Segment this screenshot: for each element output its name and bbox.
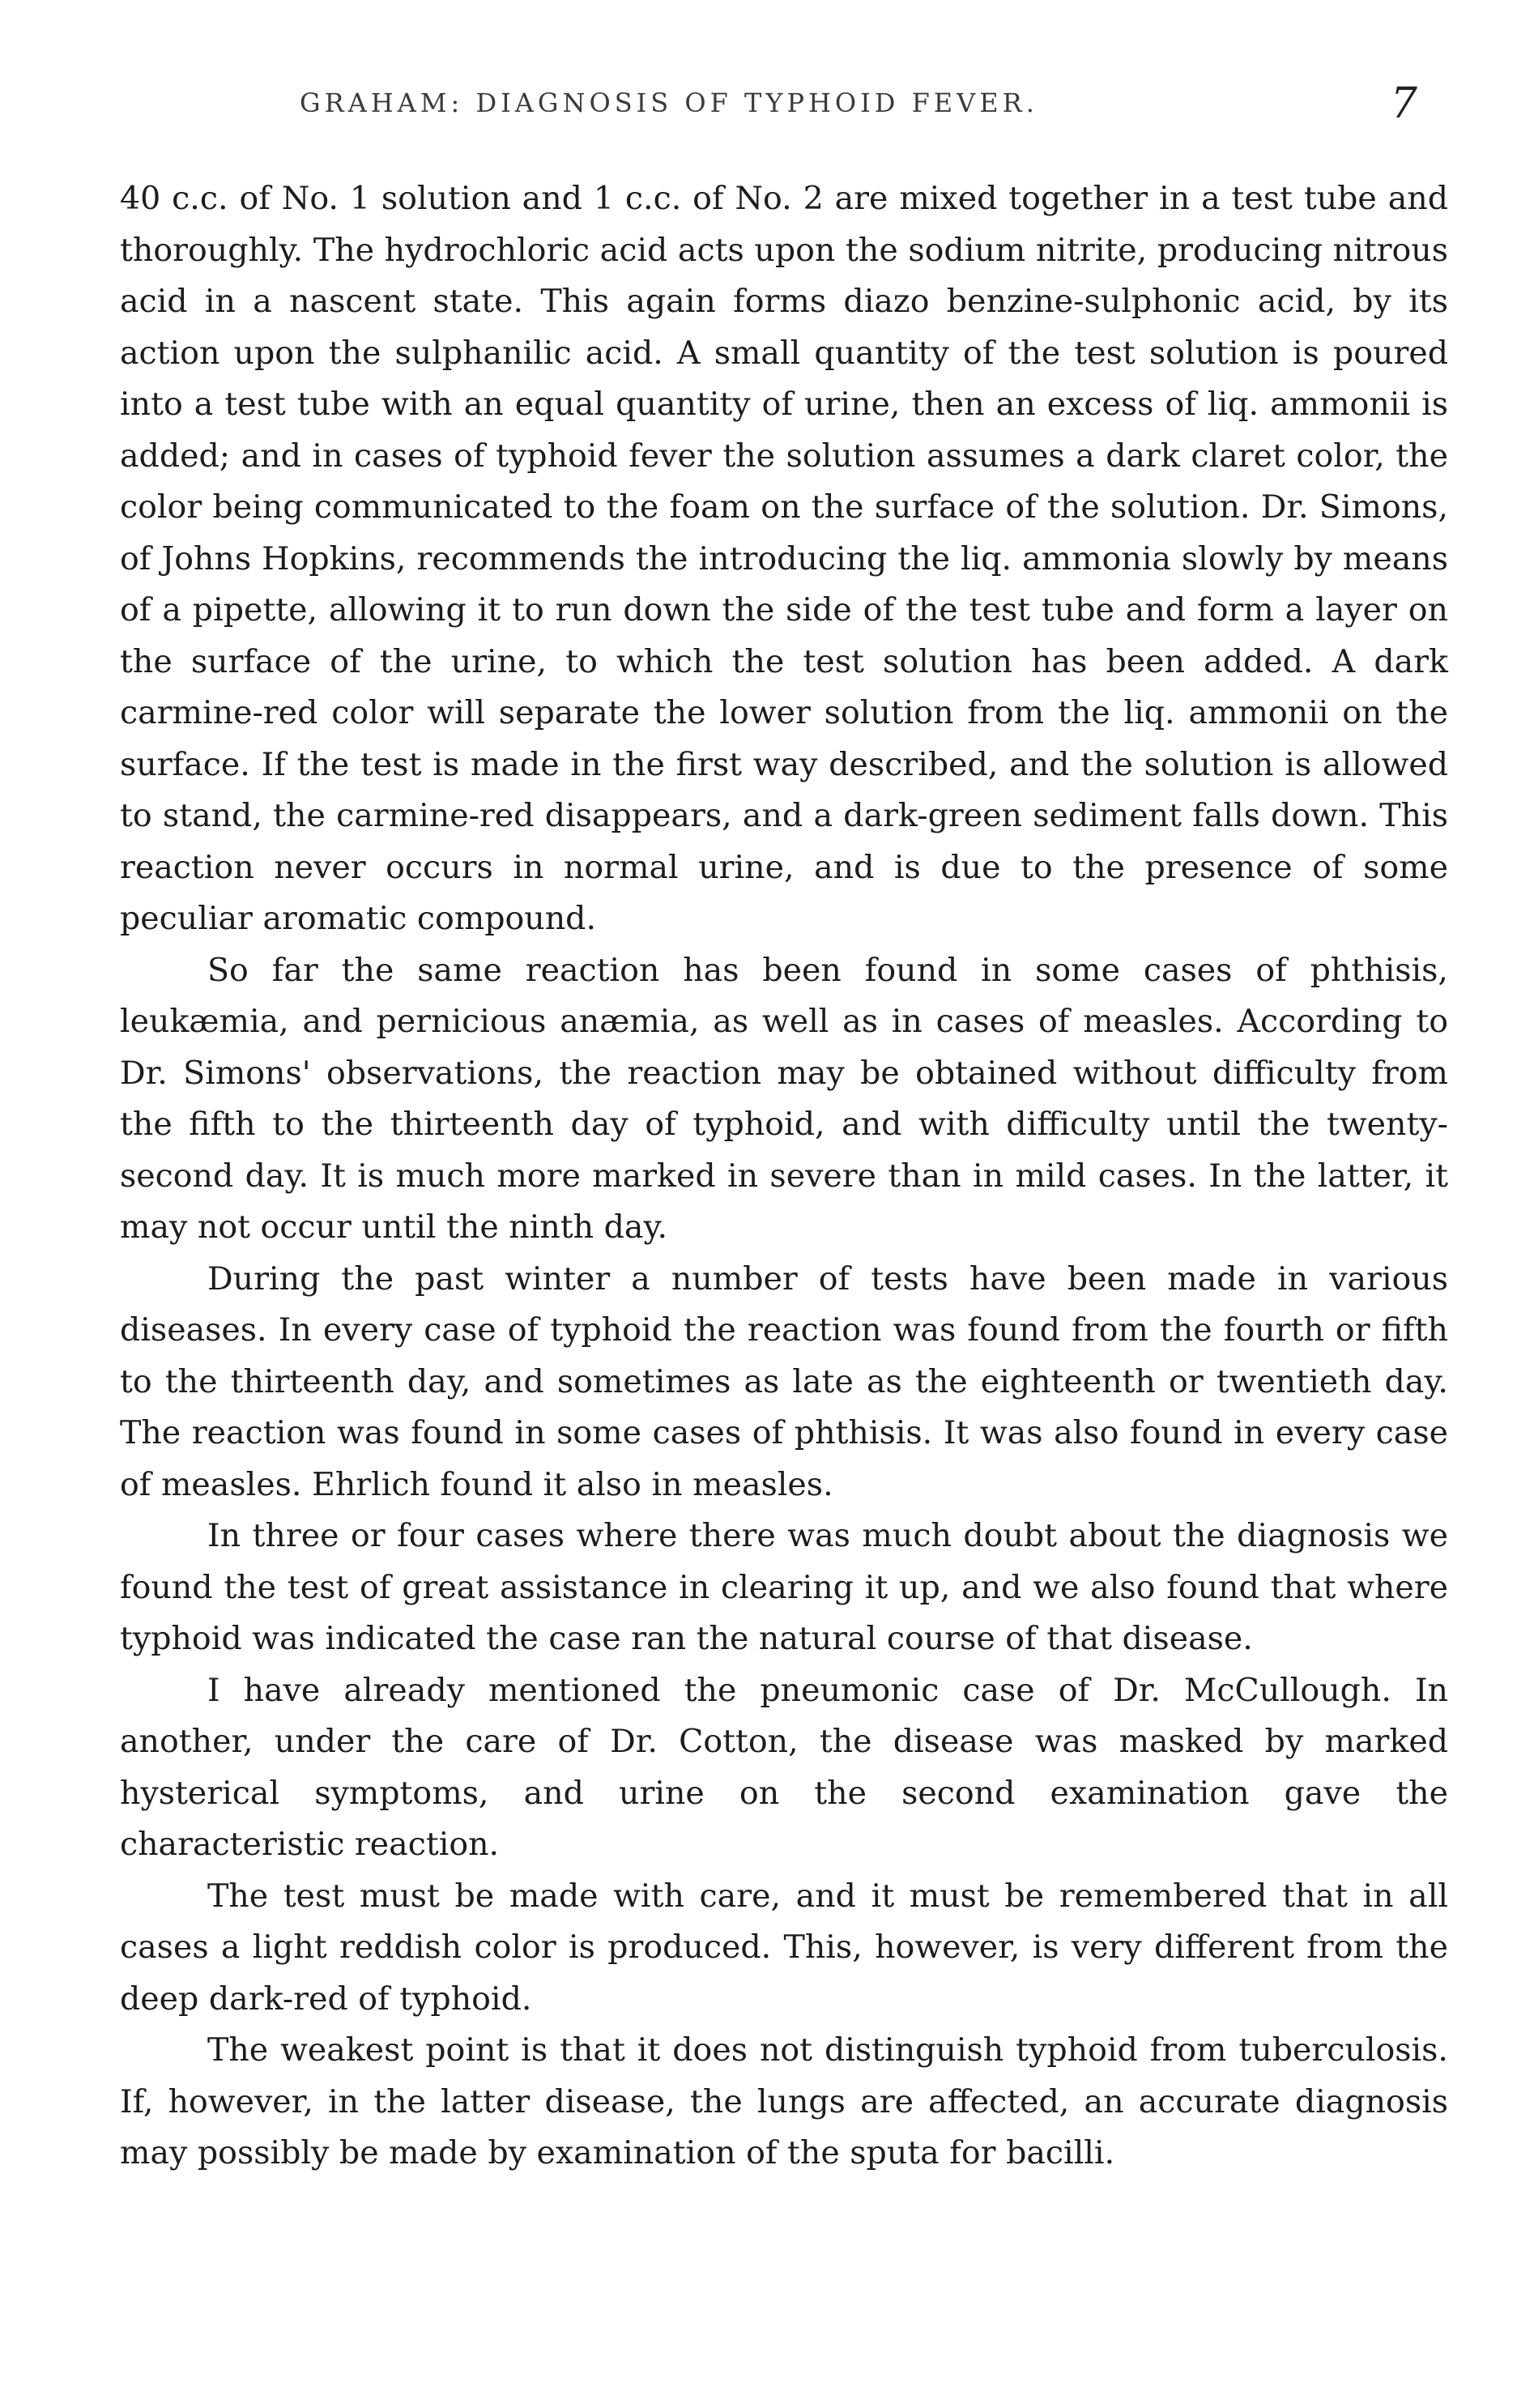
paragraph: I have already mentioned the pneumonic case of Dr. McCullough. In another, under the care of Dr. Cotton, the disease was masked by marked hysterical symptoms, and urine on the second examination gave the characteristic reaction. [120, 1671, 1448, 1863]
paragraph: In three or four cases where there was much doubt about the diagnosis we found the test of great assistance in clearing it up, and we also found that where typhoid was indicated the case ran the natural course of that disease. [120, 1517, 1448, 1657]
running-title: GRAHAM: DIAGNOSIS OF TYPHOID FEVER. [300, 87, 1038, 118]
paragraph: So far the same reaction has been found in some cases of phthisis, leukæmia, and pernicious anæmia, as well as in cases of measles. According to Dr. Simons' observations, the reaction may be obtained without difficulty from the fifth to the thirteenth day of typhoid, and with difficulty until the twenty-second day. It is much more marked in severe than in mild cases. In the latter, it may not occur until the ninth day. [120, 951, 1448, 1246]
paragraph: During the past winter a number of tests have been made in various diseases. In every case of typhoid the reaction was found from the fourth or fifth to the thirteenth day, and sometimes as late as the eighteenth or twentieth day. The reaction was found in some cases of phthisis. It was also found in every case of measles. Ehrlich found it also in measles. [120, 1259, 1448, 1503]
paragraph: The test must be made with care, and it must be remembered that in all cases a light reddish color is produced. This, however, is very different from the deep dark-red of typhoid. [120, 1877, 1448, 2018]
paragraph: The weakest point is that it does not distinguish typhoid from tuberculosis. If, however, in the latter disease, the lungs are affected, an accurate diagnosis may possibly be made by examination of the sputa for bacilli. [120, 2031, 1448, 2171]
page-number: 7 [1390, 79, 1417, 128]
body-text [120, 173, 1448, 2180]
running-head [300, 79, 1417, 136]
paragraph-continued: 40 c.c. of No. 1 solution and 1 c.c. of No. 2 are mixed together in a test tube and thoroughly. The hydrochloric acid acts upon the sodium nitrite, producing nitrous acid in a nascent state. This again forms diazo benzine-sulphonic acid, by its action upon the sulphanilic acid. A small quantity of the test solution is poured into a test tube with an equal quantity of urine, then an excess of liq. ammonii is added; and in cases of typhoid fever the solution assumes a dark claret color, the color being communicated to the foam on the surface of the solution. Dr. Simons, of Johns Hopkins, recommends the introducing the liq. ammonia slowly by means of a pipette, allowing it to run down the side of the test tube and form a layer on the surface of the urine, to which the test solution has been added. A dark carmine-red color will separate the lower solution from the liq. ammonii on the surface. If the test is made in the first way described, and the solution is allowed to stand, the carmine-red disappears, and a dark-green sediment falls down. This reaction never occurs in normal urine, and is due to the presence of some peculiar aromatic compound. [120, 180, 1448, 937]
